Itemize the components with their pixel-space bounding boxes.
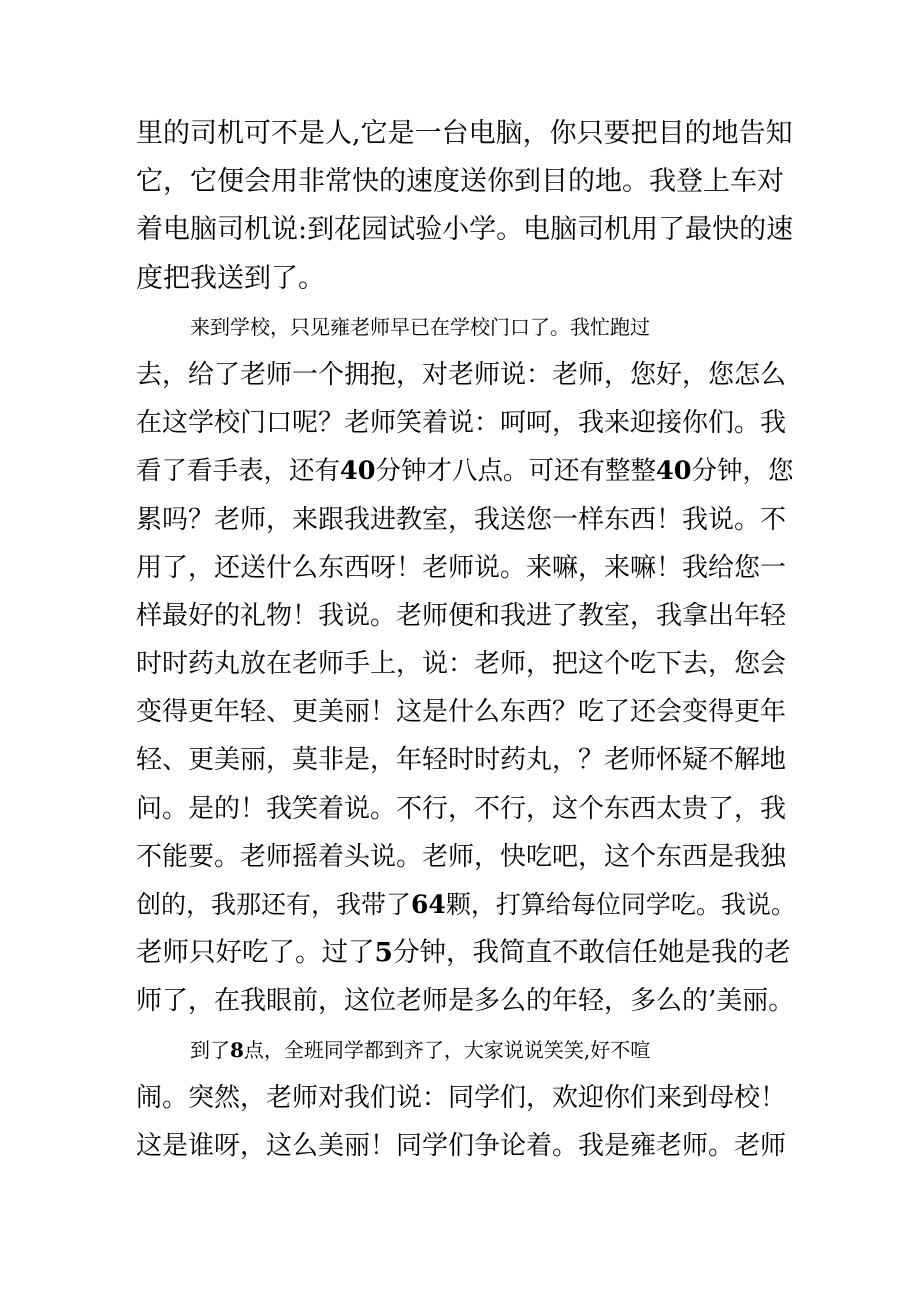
text-line: 样最好的礼物！我说。老师便和我进了教室，我拿出年轻 (136, 600, 787, 631)
paragraph (136, 110, 796, 303)
text-line: 着电脑司机说:到花园试验小学。电脑司机用了最快的速 (136, 214, 794, 246)
text-line: 用了，还送什么东西呀！老师说。来嘛，来嘛！我给您一 (136, 552, 787, 583)
number-text: 8 (230, 1037, 244, 1062)
text-line: 来到学校，只见雍老师早已在学校门口了。我忙跑过 (190, 314, 650, 339)
text-line: 它，它便会用非常快的速度送你到目的地。我登上车对 (136, 166, 784, 198)
text-line: 老师只好吃了。过了5分钟，我简直不敢信任她是我的老 (136, 937, 791, 969)
text-line: 里的司机可不是人,它是一台电脑，你只要把目的地告知 (136, 118, 793, 149)
number-text: 40 (340, 456, 376, 487)
text-line: 在这学校门口呢？老师笑着说：呵呵，我来迎接你们。我 (136, 408, 787, 439)
text-line: 时时药丸放在老师手上，说：老师，把这个吃下去，您会 (136, 649, 787, 680)
text-line: 不能要。老师摇着头说。老师，快吃吧，这个东西是我独 (136, 841, 787, 872)
text-line: 看了看手表，还有40分钟才八点。可还有整整40分钟，您 (136, 456, 794, 487)
document-body (136, 110, 796, 1170)
text-line: 度把我送到了。 (136, 262, 325, 294)
paragraph (136, 303, 796, 1026)
text-line: 轻、更美丽，莫非是，年轻时时药丸，？老师怀疑不解地 (136, 745, 787, 776)
text-line: 这是谁呀，这么美丽！同学们争论着。我是雍老师。老师 (136, 1130, 787, 1161)
number-text: 64 (411, 890, 446, 919)
number-text: 40 (656, 456, 692, 487)
text-line: 累吗？老师，来跟我进教室，我送您一样东西！我说。不 (136, 504, 787, 535)
text-line: 问。是的！我笑着说。不行，不行，这个东西太贵了，我 (136, 793, 787, 824)
text-line: 闹。突然，老师对我们说：同学们，欢迎你们来到母校！ (136, 1082, 787, 1113)
paragraph (136, 1026, 796, 1171)
text-line: 师了，在我眼前，这位老师是多么的年轻，多么的’美丽。 (136, 986, 795, 1017)
number-text: 5 (374, 937, 393, 969)
text-line: 去，给了老师一个拥抱，对老师说：老师，您好，您怎么 (136, 359, 787, 390)
text-line: 创的，我那还有，我带了64颗，打算给每位同学吃。我说。 (136, 890, 796, 919)
text-line: 到了8点，全班同学都到齐了，大家说说笑笑,好不喧 (190, 1037, 651, 1062)
text-line: 变得更年轻、更美丽！这是什么东西？吃了还会变得更年 (136, 697, 787, 728)
